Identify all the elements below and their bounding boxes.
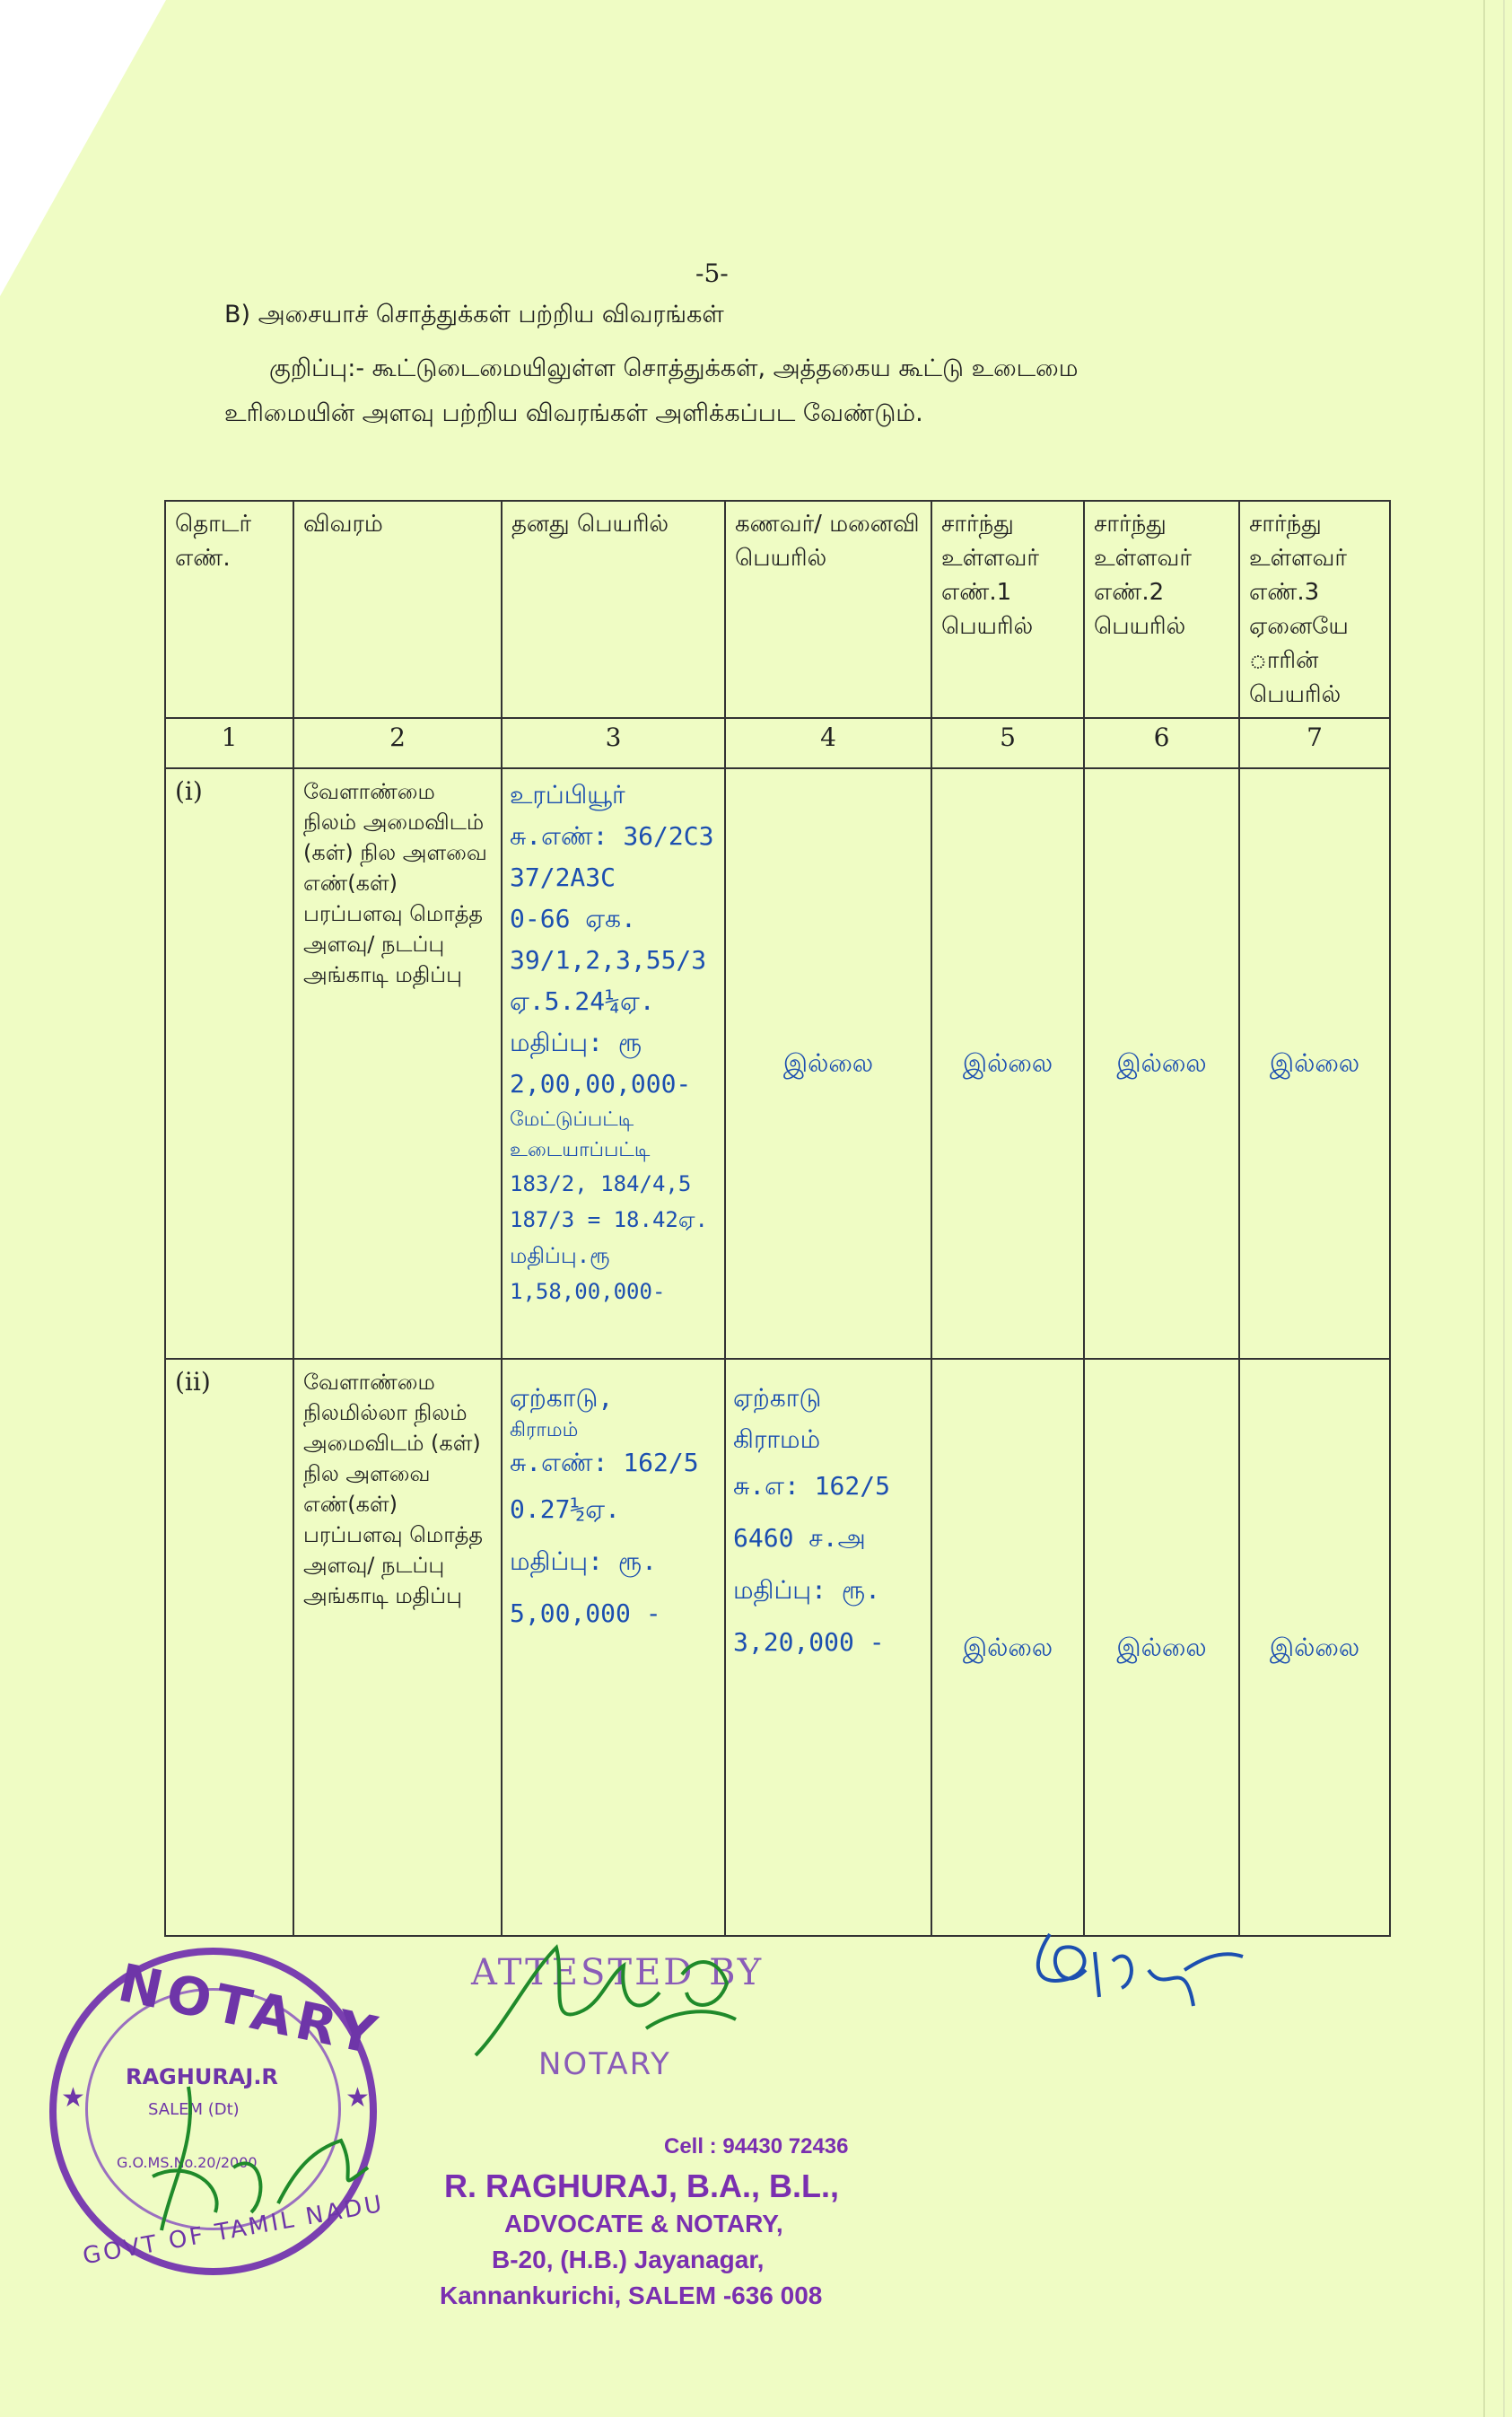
handwritten-line: ஏற்காடு, xyxy=(510,1383,614,1413)
col-number: 5 xyxy=(931,718,1084,768)
header-dependent-1: சார்ந்து உள்ளவர் எண்.1 பெயரில் xyxy=(931,501,1084,718)
dependent-3-value: இல்லை xyxy=(1239,768,1390,1359)
col-number: 4 xyxy=(725,718,931,768)
col-number: 1 xyxy=(165,718,293,768)
handwritten-line: 1,58,00,000- xyxy=(510,1279,666,1304)
blue-signature xyxy=(1014,1916,1247,2024)
star-icon: ★ xyxy=(345,2082,370,2114)
handwritten-line: மதிப்பு: ரூ. xyxy=(510,1546,657,1576)
col-number: 6 xyxy=(1084,718,1239,768)
handwritten-line: உரப்பியூர் xyxy=(510,780,625,810)
notary-address-line-1: B-20, (H.B.) Jayanagar, xyxy=(492,2246,765,2273)
star-icon: ★ xyxy=(61,2082,85,2114)
table-row xyxy=(165,768,1390,1359)
handwritten-line: 6460 ச.அ xyxy=(733,1523,866,1553)
green-signature-attested xyxy=(467,1921,772,2073)
header-dependent-2: சார்ந்து உள்ளவர் எண்.2 பெயரில் xyxy=(1084,501,1239,718)
handwritten-line: 3,20,000 - xyxy=(733,1627,885,1657)
col-number: 3 xyxy=(502,718,725,768)
dependent-1-value: இல்லை xyxy=(931,1359,1084,1936)
column-number-row xyxy=(165,718,1390,768)
handwritten-line: கிராமம் xyxy=(733,1424,821,1454)
handwritten-line: 187/3 = 18.42ஏ. xyxy=(510,1207,708,1232)
handwritten-line: சு.எண்: 162/5 xyxy=(510,1448,699,1477)
seal-name: RAGHURAJ.R xyxy=(126,2064,278,2089)
page-fold-corner xyxy=(0,0,166,296)
green-signature-seal xyxy=(135,2069,395,2248)
section-heading: B) அசையாச் சொத்துக்கள் பற்றிய விவரங்கள் xyxy=(224,301,724,328)
own-property-handwritten xyxy=(502,1359,725,1936)
handwritten-line: 0.27½ஏ. xyxy=(510,1494,620,1524)
row-serial: (ii) xyxy=(165,1359,293,1936)
dependent-2-value: இல்லை xyxy=(1084,1359,1239,1936)
seal-title: NOTARY xyxy=(113,1951,388,2068)
header-own-name: தனது பெயரில் xyxy=(502,501,725,718)
handwritten-line: மதிப்பு: ரூ xyxy=(510,1028,642,1057)
handwritten-line: சு.எண்: 36/2C3 xyxy=(510,821,714,851)
page-edge-line xyxy=(1483,0,1485,2417)
dependent-2-value: இல்லை xyxy=(1084,768,1239,1359)
note-line-2: உரிமையின் அளவு பற்றிய விவரங்கள் அளிக்கப்பட வேண்டும். xyxy=(224,399,923,427)
dependent-1-value: இல்லை xyxy=(931,768,1084,1359)
row-description: வேளாண்மை நிலம் அமைவிடம் (கள்) நில அளவை எண்(கள்) பரப்பளவு மொத்த அளவு/ நடப்பு அங்காடி மதிப்பு xyxy=(293,768,502,1359)
dependent-3-value: இல்லை xyxy=(1239,1359,1390,1936)
notary-address-line-2: Kannankurichi, SALEM -636 008 xyxy=(440,2281,823,2309)
handwritten-line: 5,00,000 - xyxy=(510,1598,661,1628)
note-line-1: குறிப்பு:- கூட்டுடைமையிலுள்ள சொத்துக்கள், அத்தகைய கூட்டு உடைமை xyxy=(269,355,1079,382)
handwritten-line: ஏற்காடு xyxy=(733,1383,822,1413)
notary-label-stamp: NOTARY xyxy=(538,2046,671,2082)
property-table xyxy=(164,500,1391,1937)
table-header-row xyxy=(165,501,1390,718)
handwritten-line: கிராமம் xyxy=(510,1419,579,1441)
seal-order: G.O.MS.No.20/2000 xyxy=(117,2154,258,2171)
row-serial: (i) xyxy=(165,768,293,1359)
notary-title: ADVOCATE & NOTARY, xyxy=(504,2210,783,2237)
table-row xyxy=(165,1359,1390,1936)
handwritten-line: ஏ.5.24¼ஏ. xyxy=(510,986,655,1016)
notary-cell: Cell : 94430 72436 xyxy=(664,2134,849,2159)
handwritten-line: 2,00,00,000- xyxy=(510,1069,692,1099)
page-edge-line xyxy=(1503,0,1505,2417)
header-details: விவரம் xyxy=(293,501,502,718)
seal-govt: GOVT OF TAMIL NADU xyxy=(80,2190,387,2271)
attested-by-stamp: ATTESTED BY xyxy=(471,1952,765,1993)
notary-name: R. RAGHURAJ, B.A., B.L., xyxy=(444,2167,840,2204)
handwritten-line: 0-66 ஏக. xyxy=(510,904,636,933)
handwritten-line: 37/2A3C xyxy=(510,863,616,892)
own-property-handwritten xyxy=(502,768,725,1359)
handwritten-line: உடையாப்பட்டி xyxy=(510,1139,651,1161)
handwritten-line: சு.எ: 162/5 xyxy=(733,1471,890,1501)
row-description: வேளாண்மை நிலமில்லா நிலம் அமைவிடம் (கள்) நில அளவை எண்(கள்) பரப்பளவு மொத்த அளவு/ நடப்பு அங்காடி மதிப்பு xyxy=(293,1359,502,1936)
header-dependent-3: சார்ந்து உள்ளவர் எண்.3 ஏனையே ாரின் பெயரில் xyxy=(1239,501,1390,718)
handwritten-line: 39/1,2,3,55/3 xyxy=(510,945,707,975)
handwritten-line: மதிப்பு.ரூ xyxy=(510,1243,610,1268)
handwritten-line: 183/2, 184/4,5 xyxy=(510,1171,692,1196)
col-number: 7 xyxy=(1239,718,1390,768)
col-number: 2 xyxy=(293,718,502,768)
header-serial-no: தொடர் எண். xyxy=(165,501,293,718)
handwritten-line: மதிப்பு: ரூ. xyxy=(733,1575,880,1605)
spouse-value: இல்லை xyxy=(725,768,931,1359)
page-number: -5- xyxy=(695,258,729,288)
handwritten-line: மேட்டுப்பட்டி xyxy=(510,1108,634,1131)
spouse-property-handwritten xyxy=(725,1359,931,1936)
seal-district: SALEM (Dt) xyxy=(148,2100,240,2119)
header-spouse-name: கணவர்/ மனைவி பெயரில் xyxy=(725,501,931,718)
